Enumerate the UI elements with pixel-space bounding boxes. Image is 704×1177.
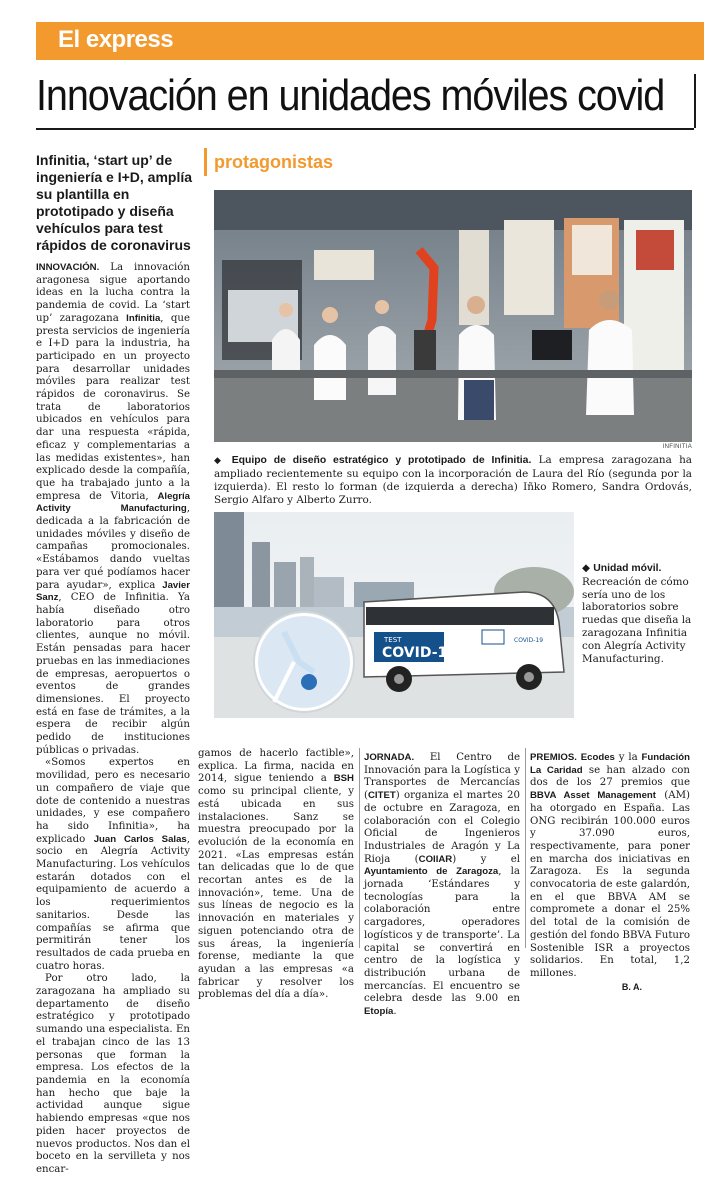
text-run: , socio en Alegría Activity Manufacturing. Los vehículos estarán dotados con el equipamiento de acuerdo a los requerimientos sanitarios. Desde las compañías se afirma que permitirán tener los resultados de cada prueba en cuatro horas. <box>36 833 190 972</box>
subhead: Infinitia, ‘start up’ de ingeniería e I+D, amplía su plantilla en prototipado y diseña vehículos para test rápidos de coronavirus <box>36 152 193 253</box>
article-paragraph-2 <box>36 757 190 973</box>
bus-main-label: COVID-19 <box>382 645 458 661</box>
caption-text: Recreación de cómo sería uno de los laboratorios sobre ruedas que diseña la zaragozana Infinitia con Alegría Activity Manufacturing. <box>582 575 692 665</box>
article-paragraph-3: Por otro lado, la zaragozana ha ampliado su departamento de diseño estratégico y prototipado sumando una especialista. En el trabajan cinco de las 13 personas que forman la empresa. Los efectos de la pandemia en la economía han hecho que baje la actividad aunque sigue habiendo empresas «que nos piden hacer proyectos de nuevos productos. Nos dan el boceto en la servilleta y nos encar- <box>36 973 190 1175</box>
text-run: . <box>393 1006 397 1018</box>
caption-bullet-icon: ◆ <box>582 562 594 574</box>
section-label: El express <box>58 26 174 53</box>
team-photo <box>214 190 692 442</box>
text-run: , CEO de Infinitia. Ya había diseñado otro laboratorio para otros clientes, aunque no móvil. Están pensadas para hacer pruebas en las inmediaciones de empresas, aeropuertos o eventos de grandes dimensiones. El proyecto está en fase de trámites, a la espera de recibir algún pedido de instituciones públicas o privadas. <box>36 592 190 756</box>
mobile-unit-image <box>214 512 574 718</box>
jornada-brief <box>364 752 521 1018</box>
text-run: ) y el <box>452 853 520 865</box>
person-name: Javier Sanz <box>36 579 190 604</box>
mobile-unit-caption <box>582 562 692 665</box>
company-name: Infinitia <box>126 312 161 324</box>
venue-name: Etopía <box>364 1006 394 1018</box>
lead-label: INNOVACIÓN. <box>36 262 100 273</box>
org-name: Ayuntamiento de Zaragoza <box>364 866 499 878</box>
caption-text: La empresa zaragozana ha ampliado recientemente su equipo con la incorporación de Laura del Río (segunda por la izquierda). El resto lo forman (de izquierda a derecha) Iñko Romero, Sandra Ordovás, Sergio Alfaro y Alberto Zurro. <box>214 454 692 506</box>
person-name: Juan Carlos Salas <box>93 833 187 845</box>
org-name: Fundación La Caridad <box>530 752 690 776</box>
text-run: , dedicada a la fabricación de unidades móviles y diseño de campañas promocionales. «Estábamos dando vueltas para ver qué podíamos hacer para ayudar», explica <box>36 503 190 591</box>
team-photo-illustration <box>214 190 692 442</box>
brief-label: PREMIOS. <box>530 752 577 763</box>
text-run: «Somos expertos en movilidad, pero es necesario un compañero de viaje que dote de contenido a nuestras unidades, y ese compañero ha sido Infinitia», ha explicado <box>36 757 190 845</box>
headline: Innovación en unidades móviles covid <box>36 71 665 120</box>
headline-vertical-rule <box>694 74 696 128</box>
page-top <box>0 0 704 6</box>
mobile-unit-illustration <box>214 512 574 718</box>
premios-paragraph <box>530 752 690 981</box>
bus-top-label: TEST <box>384 636 402 644</box>
premios-brief <box>530 752 690 992</box>
text-run: gamos de hacerlo factible», explica. La firma, nacida en 2014, sigue teniendo a <box>198 748 354 785</box>
org-name: CITET <box>367 790 396 802</box>
company-name: BSH <box>333 773 354 785</box>
article-column-2 <box>198 748 354 1001</box>
text-run: ) organiza el martes 20 de octubre en Zaragoza, en colaboración con el Colegio Oficial de Ingenieros Industriales de Aragón y La Rioja ( <box>364 790 520 865</box>
caption-lead: Equipo de diseño estratégico y prototipado de Infinitia. <box>231 455 532 466</box>
text-run: El Centro de Innovación para la Logística y Transportes de Mercancías ( <box>364 752 520 802</box>
headline-rule <box>36 128 694 130</box>
article-paragraph-1 <box>36 262 190 757</box>
org-name: COIIAR <box>418 853 453 865</box>
org-name: BBVA Asset Management <box>530 790 656 802</box>
photo-credit: INFINITIA <box>662 444 692 450</box>
column-divider <box>359 748 360 948</box>
bus-side-label: COVID-19 <box>514 637 544 644</box>
org-name: Ecodes <box>580 752 615 763</box>
author-signature: B. A. <box>621 981 642 992</box>
team-photo-caption <box>214 454 692 507</box>
protagonistas-bar <box>204 148 207 176</box>
column-divider <box>525 748 526 948</box>
brief-label: JORNADA. <box>364 752 415 763</box>
caption-bullet-icon: ◆ <box>214 456 232 466</box>
company-name: Alegría Activity Manufacturing <box>36 490 190 515</box>
text-run: (AM) ha otorgado en España. Las ONG recibirán 100.000 euros y 37.090 euros, respectivamente, para poner en marcha dos iniciativas en Zaragoza. Es la segunda convocatoria de este galardón, en el que BBVA AM se compromete a donar el 25% del total de la comisión de gestión del fondo BBVA Futuro Sostenible ISR a proyectos solidarios. En total, 1,2 millones. <box>530 790 690 979</box>
text-run: , que presta servicios de ingeniería e I+D para la industria, ha participado en un proyecto para desarrollar unidades móviles para realizar test rápidos de coronavirus. Se trata de laboratorios ubicados en vehículos para dar una respuesta «rápida, eficaz y complementarias a las medidas existentes», han explicado desde la compañía, que ha trabajado junto a la empresa de Vitoria, <box>36 312 190 502</box>
jornada-paragraph <box>364 752 520 1019</box>
article-paragraph-4 <box>198 748 354 1002</box>
text-run: y la <box>614 752 642 763</box>
text-run: se han alzado con dos de los 27 premios que <box>530 764 690 789</box>
text-run: La innovación aragonesa sigue aportando ideas en la lucha contra la pandemia de covid. La ‘start up’ zaragozana <box>36 262 190 324</box>
text-run: , la jornada ‘Estándares y tecnologías para la colaboración entre cargadores, operadores logísticos y de transporte’. La capital se convertirá en centro de la logística y distribución urbana de mercancías. El encuentro se celebra desde las 9.00 en <box>364 866 521 1005</box>
text-run: como su principal cliente, y está ubicada en sus instalaciones. Sanz se muestra preocupado por la evolución de la economía en 2021. «Las empresas están tan delicadas que lo de que recortan antes es de la innovación», teme. Una de sus líneas de negocio es la innovación en materiales y siguen potenciando otra de sus áreas, la ingeniería forense, mediante la que ayudan a las empresas «a fabricar y resolver los problemas del día a día». <box>198 786 354 1001</box>
protagonistas-label: protagonistas <box>214 152 334 172</box>
caption-lead: Unidad móvil. <box>593 563 662 574</box>
section-banner <box>36 22 704 60</box>
article-column-1 <box>36 262 190 1175</box>
